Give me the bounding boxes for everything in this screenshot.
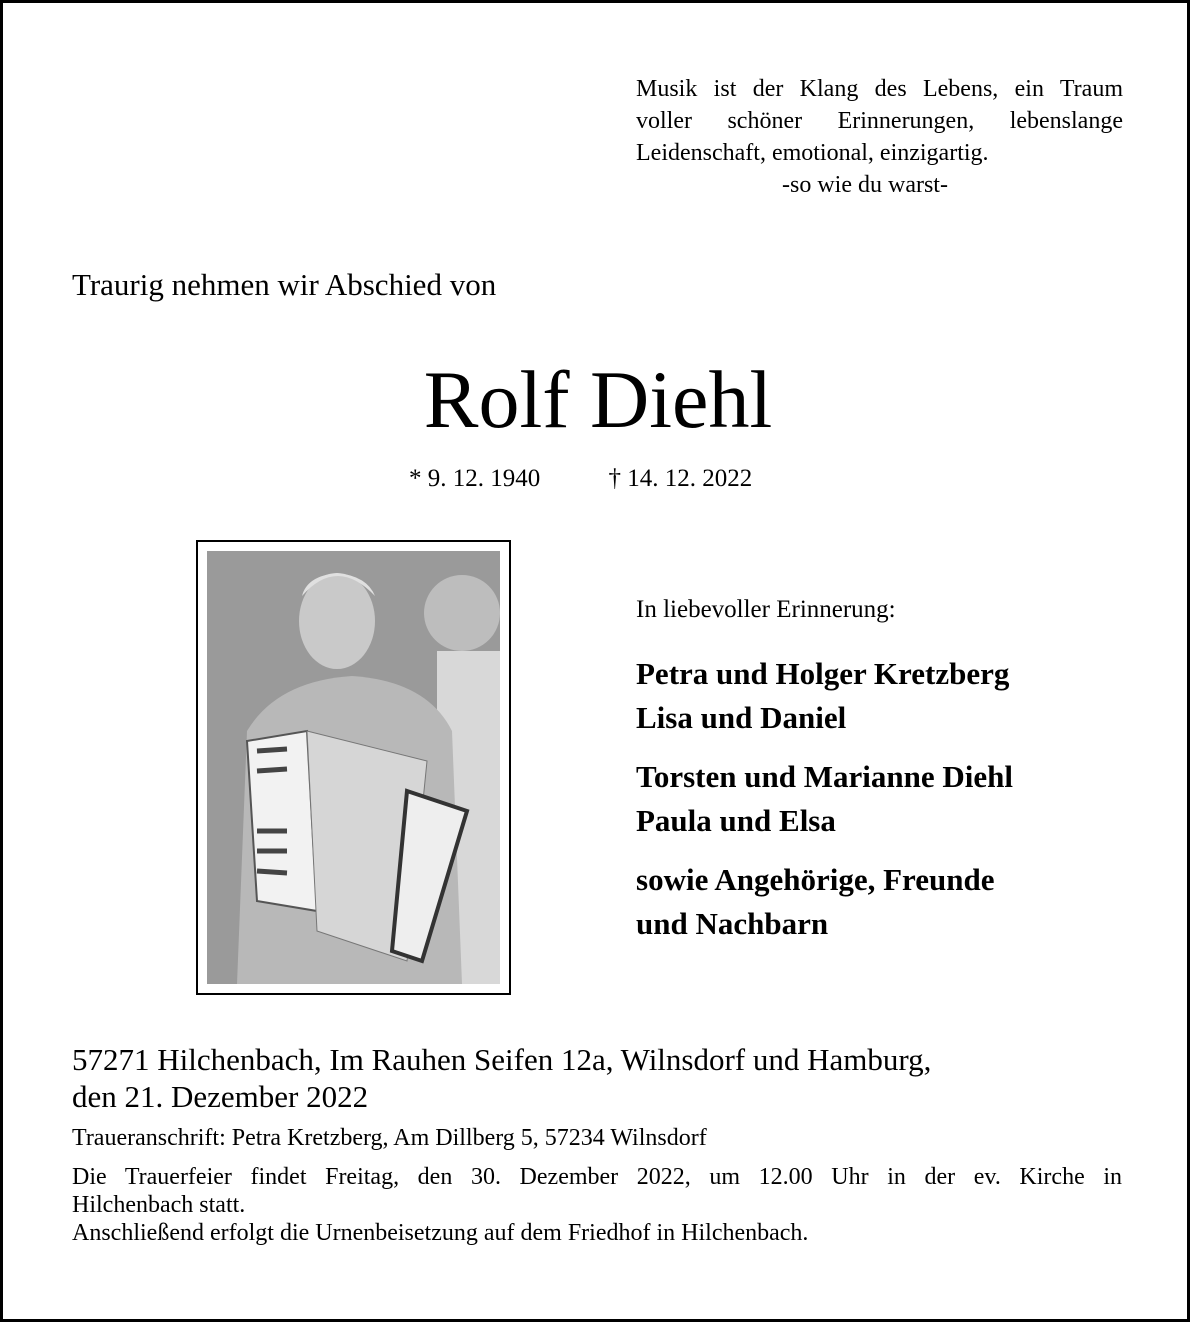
portrait-photo-icon: [207, 551, 500, 984]
family-line: sowie Angehörige, Freunde: [636, 862, 995, 897]
family-group: [636, 858, 995, 946]
family-group: [636, 755, 1013, 843]
family-line: und Nachbarn: [636, 906, 829, 941]
place-and-date: [72, 1041, 931, 1115]
life-dates: [409, 465, 752, 493]
death-date: † 14. 12. 2022: [608, 465, 753, 492]
date-line: den 21. Dezember 2022: [72, 1079, 369, 1114]
quote-signature: -so wie du warst-: [782, 172, 948, 198]
quote-line: Musik ist der Klang des Lebens, ein Traum: [636, 76, 1123, 102]
funeral-details: [72, 1124, 1122, 1247]
address-line: 57271 Hilchenbach, Im Rauhen Seifen 12a, Wilnsdorf und Hamburg,: [72, 1042, 932, 1077]
quote-line: voller schöner Erinnerungen, lebenslange: [636, 108, 1123, 134]
family-group: [636, 652, 1009, 740]
quote: [636, 73, 1123, 201]
birth-date: * 9. 12. 1940: [409, 465, 541, 492]
quote-line: Leidenschaft, emotional, einzigartig.: [636, 140, 989, 166]
deceased-name: Rolf Diehl: [423, 354, 773, 445]
family-line: Lisa und Daniel: [636, 700, 847, 735]
burial-line: Anschließend erfolgt die Urnenbeisetzung auf dem Friedhof in Hilchenbach.: [72, 1220, 809, 1246]
ceremony-line: Hilchenbach statt.: [72, 1192, 246, 1218]
family-line: Paula und Elsa: [636, 803, 836, 838]
family-line: Petra und Holger Kretzberg: [636, 656, 1010, 691]
ceremony-line: Die Trauerfeier findet Freitag, den 30. Dezember 2022, um 12.00 Uhr in der ev. Kirche in: [72, 1164, 1122, 1190]
intro-text: Traurig nehmen wir Abschied von: [72, 267, 497, 302]
memory-label: In liebevoller Erinnerung:: [636, 596, 896, 623]
mourning-address: Traueranschrift: Petra Kretzberg, Am Dillberg 5, 57234 Wilnsdorf: [72, 1125, 707, 1151]
family-line: Torsten und Marianne Diehl: [636, 759, 1013, 794]
portrait-photo: [196, 540, 511, 995]
